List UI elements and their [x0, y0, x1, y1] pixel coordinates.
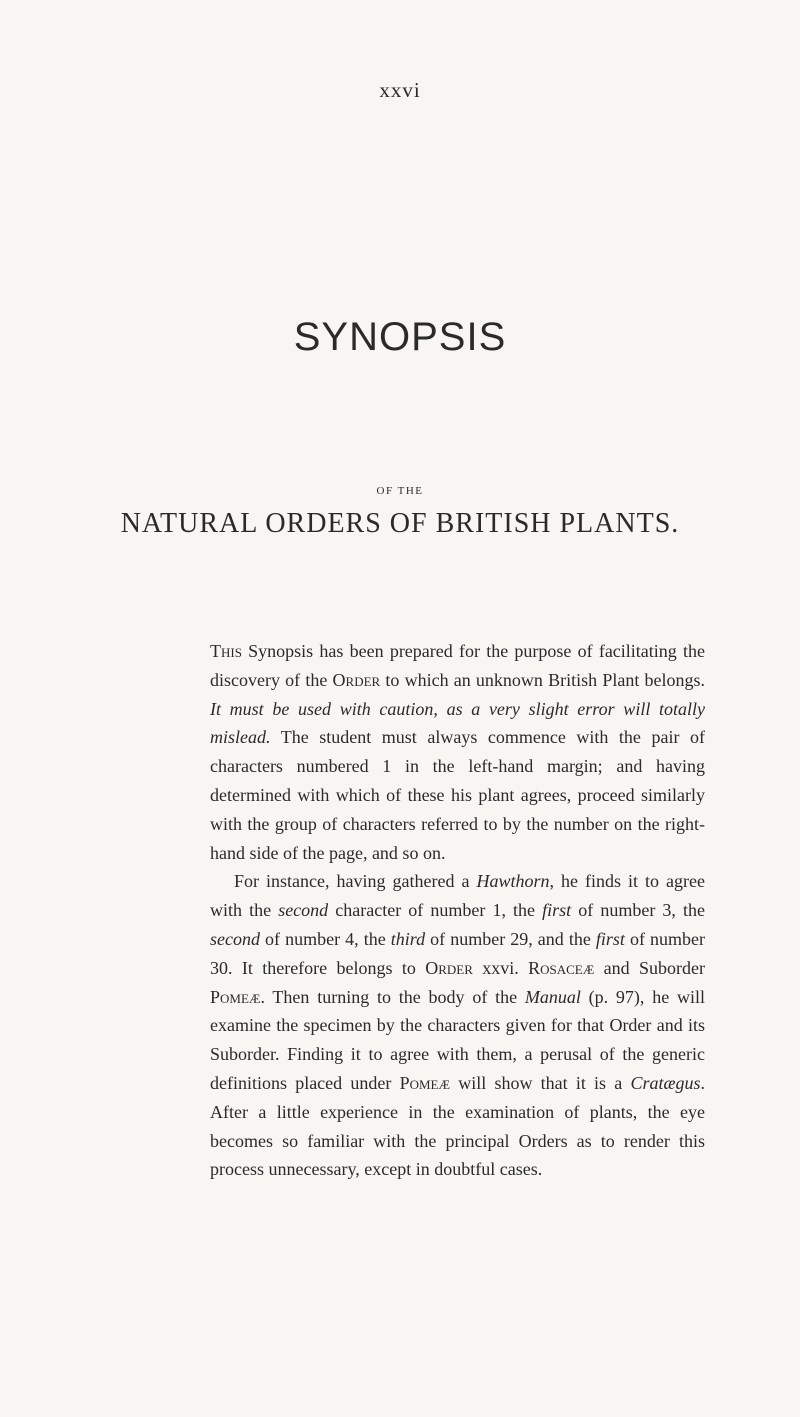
italic-text: second — [278, 900, 329, 921]
small-caps-text: Rosaceæ — [528, 957, 595, 978]
italic-text: Manual — [524, 986, 581, 1007]
text-run: of number 29, and the — [425, 928, 596, 949]
text-run: character of number 1, the — [328, 900, 543, 921]
italic-text: It must be used with caution, as a very slight error will totally mislead. — [210, 698, 705, 748]
text-run: and Suborder — [594, 957, 705, 978]
text-run: Synopsis has been prepared for the purpose of facilitating the discovery of the — [210, 641, 705, 690]
text-run: (p. 97), he will examine the specimen by the characters given for that Order and its Suborder. Finding it to agree with them, a perusal of the generic definitions placed under — [210, 986, 705, 1093]
page-title: SYNOPSIS — [293, 315, 507, 359]
italic-text: Hawthorn — [476, 871, 550, 892]
page-number: xxvi — [379, 78, 421, 102]
text-run: will show that it is a — [450, 1072, 631, 1093]
text-run: . After a little experience in the examination of plants, the eye becomes so familiar with the principal Orders as to render this process unnecessary, except in doubtful cases. — [210, 1072, 705, 1180]
text-run: of number 30. It therefore belongs to — [210, 928, 706, 978]
text-run: For instance, having gathered a — [234, 871, 477, 892]
italic-text: Cratægus — [630, 1072, 701, 1093]
of-the-label: OF THE — [376, 485, 424, 497]
small-caps-text: Pomeæ — [210, 986, 261, 1007]
paragraph-2 — [210, 867, 705, 1184]
text-run: , he finds it to agree with the — [210, 871, 705, 921]
text-run: . Then turning to the body of the — [260, 986, 525, 1007]
small-caps-text: Order — [332, 669, 381, 690]
small-caps-text: This — [210, 641, 242, 661]
small-caps-text: Order — [425, 957, 473, 978]
italic-text: second — [210, 928, 260, 949]
italic-text: third — [390, 928, 426, 949]
text-run: of number 3, the — [571, 900, 705, 921]
small-caps-text: Pomeæ — [399, 1072, 451, 1093]
text-run: of number 4, the — [259, 928, 391, 949]
text-run: The student must always commence with the pair of characters numbered 1 in the left-hand margin; and having determined with which of these his plant agrees, proceed similarly with the group of characters referred to by the number on the right-hand side of the page, and so on. — [210, 727, 705, 863]
body-text — [210, 637, 705, 1184]
italic-text: first — [595, 928, 625, 949]
text-run: to which an unknown British Plant belongs. — [380, 669, 705, 690]
italic-text: first — [542, 900, 572, 921]
paragraph-1 — [210, 637, 705, 867]
page-subtitle: NATURAL ORDERS OF BRITISH PLANTS. — [120, 508, 680, 539]
text-run: xxvi. — [472, 957, 529, 978]
